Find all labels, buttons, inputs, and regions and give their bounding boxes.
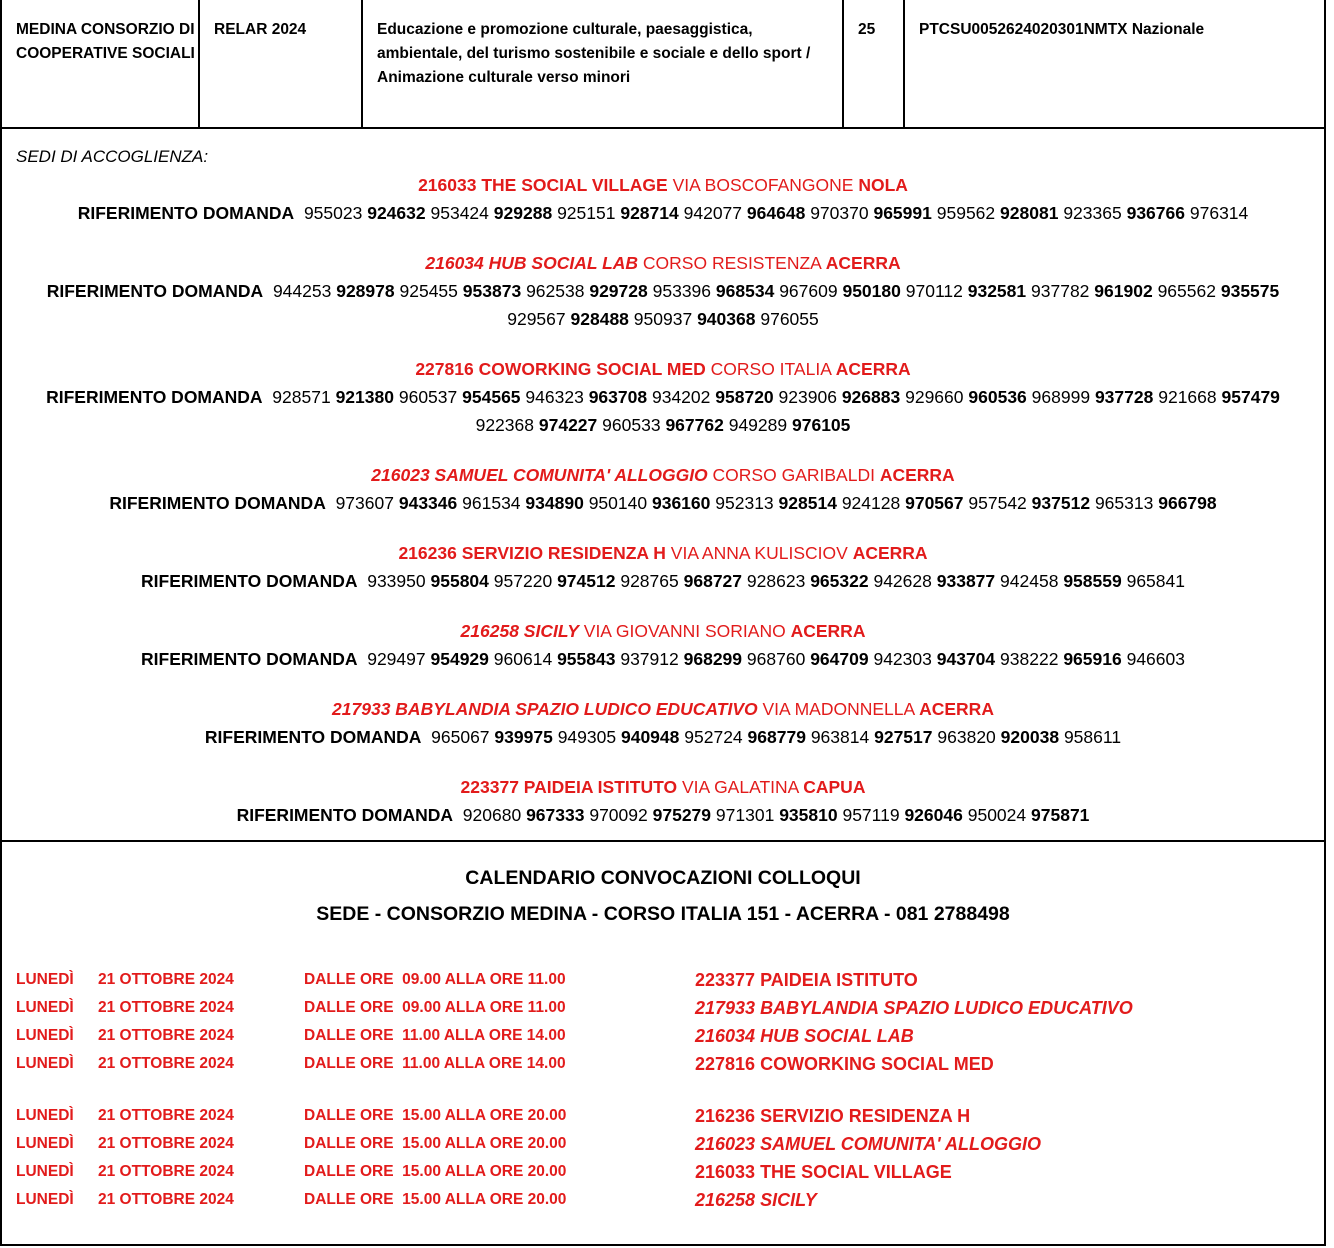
ref-number: 934202 <box>651 387 711 407</box>
site-address: VIA BOSCOFANGONE <box>672 175 854 195</box>
ref-number: 949289 <box>728 415 788 435</box>
site-title <box>2 249 1324 277</box>
site-code-name: 216258 SICILY <box>460 621 579 641</box>
site-code-name: 216034 HUB SOCIAL LAB <box>425 253 639 273</box>
calendar-day: LUNEDÌ <box>16 1107 74 1124</box>
site-city: ACERRA <box>919 699 994 719</box>
ref-number: 958611 <box>1063 727 1122 747</box>
ref-number: 966798 <box>1158 493 1217 513</box>
ref-number: 924632 <box>367 203 426 223</box>
calendar-row <box>2 966 1324 994</box>
calendar-row <box>2 1102 1324 1130</box>
ref-number: 975871 <box>1031 805 1090 825</box>
ref-number: 957542 <box>968 493 1027 513</box>
ref-number: 952313 <box>715 493 774 513</box>
site-gap <box>2 595 1324 617</box>
calendar-site: 216236 SERVIZIO RESIDENZA H <box>695 1106 971 1126</box>
header-count: 25 <box>844 0 905 127</box>
ref-number: 953424 <box>430 203 489 223</box>
calendar-site: 216258 SICILY <box>695 1190 817 1210</box>
ref-number: 950024 <box>967 805 1027 825</box>
ref-number: 949305 <box>557 727 617 747</box>
ref-number: 970567 <box>905 493 964 513</box>
site-block <box>2 539 1324 595</box>
ref-number: 928714 <box>620 203 679 223</box>
calendar-site: 216033 THE SOCIAL VILLAGE <box>695 1162 952 1182</box>
ref-number: 963708 <box>588 387 648 407</box>
ref-number: 936766 <box>1126 203 1185 223</box>
ref-label: RIFERIMENTO DOMANDA <box>204 727 422 747</box>
site-address: VIA MADONNELLA <box>762 699 915 719</box>
ref-number: 954929 <box>430 649 489 669</box>
calendar-title: CALENDARIO CONVOCAZIONI COLLOQUI <box>465 867 861 889</box>
ref-number: 922368 <box>475 415 534 435</box>
calendar-time: DALLE ORE 15.00 ALLA ORE 20.00 <box>304 1163 567 1180</box>
ref-number: 968760 <box>746 649 806 669</box>
ref-number: 965916 <box>1063 649 1122 669</box>
ref-number: 950140 <box>588 493 648 513</box>
ref-number: 974227 <box>538 415 598 435</box>
ref-number: 929497 <box>367 649 426 669</box>
ref-number: 968999 <box>1031 387 1091 407</box>
calendar-row <box>2 1050 1324 1078</box>
site-code-name: 227816 COWORKING SOCIAL MED <box>415 359 706 379</box>
calendar-section <box>2 840 1324 1214</box>
site-title <box>2 355 1324 383</box>
calendar-site: 216023 SAMUEL COMUNITA' ALLOGGIO <box>695 1134 1041 1154</box>
site-block <box>2 461 1324 517</box>
ref-number: 928081 <box>1000 203 1059 223</box>
ref-number: 976105 <box>792 415 851 435</box>
ref-number: 959562 <box>936 203 996 223</box>
site-block <box>2 355 1324 439</box>
site-title <box>2 461 1324 489</box>
ref-number: 929288 <box>493 203 553 223</box>
ref-number: 942303 <box>873 649 932 669</box>
ref-number: 934890 <box>525 493 584 513</box>
calendar-gap <box>2 1078 1324 1102</box>
calendar-day: LUNEDÌ <box>16 1191 74 1208</box>
ref-number: 928488 <box>570 309 629 329</box>
ref-number: 946603 <box>1126 649 1185 669</box>
ref-number: 950180 <box>842 281 901 301</box>
calendar-row <box>2 1186 1324 1214</box>
site-block <box>2 171 1324 227</box>
ref-number: 933950 <box>367 571 426 591</box>
ref-number: 942077 <box>683 203 743 223</box>
ref-number: 975279 <box>652 805 712 825</box>
ref-number: 961534 <box>462 493 521 513</box>
site-block <box>2 695 1324 751</box>
ref-number: 953873 <box>462 281 522 301</box>
ref-number: 925151 <box>557 203 616 223</box>
sites-list <box>2 171 1324 829</box>
ref-number: 946323 <box>525 387 584 407</box>
ref-number: 954565 <box>462 387 521 407</box>
calendar-time: DALLE ORE 11.00 ALLA ORE 14.00 <box>304 1027 566 1044</box>
header-code: PTCSU0052624020301NMTX Nazionale <box>919 21 1205 38</box>
ref-number: 963820 <box>937 727 996 747</box>
ref-number: 962538 <box>526 281 585 301</box>
ref-number: 963814 <box>810 727 870 747</box>
calendar-rows <box>2 966 1324 1214</box>
header-program: RELAR 2024 <box>200 0 363 127</box>
calendar-day: LUNEDÌ <box>16 1027 74 1044</box>
site-title <box>2 617 1324 645</box>
ref-number: 928571 <box>272 387 331 407</box>
ref-number: 964709 <box>810 649 869 669</box>
site-gap <box>2 333 1324 355</box>
ref-number: 955023 <box>303 203 363 223</box>
ref-label: RIFERIMENTO DOMANDA <box>77 203 295 223</box>
site-code-name: 223377 PAIDEIA ISTITUTO <box>460 777 678 797</box>
ref-number: 933877 <box>936 571 996 591</box>
ref-number: 936160 <box>651 493 711 513</box>
calendar-day: LUNEDÌ <box>16 1055 74 1072</box>
calendar-time: DALLE ORE 09.00 ALLA ORE 11.00 <box>304 971 566 988</box>
ref-number: 976314 <box>1189 203 1249 223</box>
site-code-name: 216023 SAMUEL COMUNITA' ALLOGGIO <box>371 465 708 485</box>
calendar-site: 223377 PAIDEIA ISTITUTO <box>695 970 918 990</box>
ref-number: 940948 <box>620 727 680 747</box>
ref-number: 944253 <box>272 281 332 301</box>
ref-number: 955843 <box>557 649 616 669</box>
ref-number: 974512 <box>557 571 616 591</box>
ref-number: 957119 <box>842 805 900 825</box>
site-code-name: 217933 BABYLANDIA SPAZIO LUDICO EDUCATIVO <box>332 699 758 719</box>
calendar-subtitle: SEDE - CONSORZIO MEDINA - CORSO ITALIA 151 - ACERRA - 081 2788498 <box>316 903 1010 925</box>
site-gap <box>2 439 1324 461</box>
site-block <box>2 617 1324 673</box>
ref-label: RIFERIMENTO DOMANDA <box>46 281 264 301</box>
ref-number: 921668 <box>1158 387 1217 407</box>
site-title <box>2 539 1324 567</box>
ref-number: 937512 <box>1031 493 1091 513</box>
ref-number: 923906 <box>778 387 837 407</box>
ref-number: 968779 <box>747 727 806 747</box>
ref-number: 960537 <box>398 387 458 407</box>
site-refs <box>2 277 1324 333</box>
ref-number: 929567 <box>507 309 566 329</box>
ref-label: RIFERIMENTO DOMANDA <box>236 805 454 825</box>
ref-number: 973607 <box>335 493 394 513</box>
calendar-site: 227816 COWORKING SOCIAL MED <box>695 1054 994 1074</box>
calendar-date: 21 OTTOBRE 2024 <box>98 1027 234 1044</box>
ref-number: 955804 <box>430 571 489 591</box>
site-refs <box>2 199 1324 227</box>
ref-number: 968534 <box>715 281 775 301</box>
ref-number: 920680 <box>462 805 522 825</box>
ref-label: RIFERIMENTO DOMANDA <box>109 493 326 513</box>
calendar-row <box>2 1130 1324 1158</box>
ref-number: 932581 <box>967 281 1027 301</box>
ref-number: 935575 <box>1220 281 1280 301</box>
site-code-name: 216033 THE SOCIAL VILLAGE <box>418 175 668 195</box>
site-address: VIA GIOVANNI SORIANO <box>583 621 786 641</box>
calendar-row <box>2 1022 1324 1050</box>
ref-number: 950937 <box>633 309 693 329</box>
ref-number: 957220 <box>493 571 553 591</box>
calendar-time: DALLE ORE 15.00 ALLA ORE 20.00 <box>304 1191 567 1208</box>
site-gap <box>2 227 1324 249</box>
ref-number: 965562 <box>1157 281 1216 301</box>
site-refs <box>2 489 1324 517</box>
site-refs <box>2 383 1324 439</box>
calendar-time: DALLE ORE 11.00 ALLA ORE 14.00 <box>304 1055 566 1072</box>
ref-number: 968299 <box>683 649 743 669</box>
calendar-site: 217933 BABYLANDIA SPAZIO LUDICO EDUCATIVO <box>695 998 1133 1018</box>
ref-number: 960533 <box>602 415 661 435</box>
sedi-label: SEDI DI ACCOGLIENZA: <box>16 147 209 166</box>
site-code-name: 216236 SERVIZIO RESIDENZA H <box>398 543 666 563</box>
ref-number: 942458 <box>1000 571 1059 591</box>
site-city: ACERRA <box>852 543 928 563</box>
calendar-time: DALLE ORE 15.00 ALLA ORE 20.00 <box>304 1135 567 1152</box>
header-table <box>2 0 1324 129</box>
ref-number: 921380 <box>335 387 394 407</box>
ref-number: 965322 <box>810 571 869 591</box>
calendar-date: 21 OTTOBRE 2024 <box>98 1191 234 1208</box>
site-city: NOLA <box>858 175 908 195</box>
ref-number: 937782 <box>1031 281 1090 301</box>
ref-number: 967609 <box>779 281 838 301</box>
site-title <box>2 171 1324 199</box>
site-city: ACERRA <box>879 465 955 485</box>
ref-number: 960614 <box>493 649 553 669</box>
calendar-site: 216034 HUB SOCIAL LAB <box>695 1026 914 1046</box>
calendar-row <box>2 994 1324 1022</box>
ref-number: 965067 <box>431 727 490 747</box>
ref-number: 939975 <box>494 727 553 747</box>
site-gap <box>2 517 1324 539</box>
ref-number: 927517 <box>874 727 933 747</box>
ref-number: 943704 <box>936 649 996 669</box>
calendar-date: 21 OTTOBRE 2024 <box>98 1107 234 1124</box>
calendar-row <box>2 1158 1324 1186</box>
ref-number: 929660 <box>905 387 964 407</box>
site-address: VIA ANNA KULISCIOV <box>670 543 848 563</box>
ref-number: 920038 <box>1000 727 1060 747</box>
calendar-time: DALLE ORE 15.00 ALLA ORE 20.00 <box>304 1107 567 1124</box>
ref-number: 953396 <box>652 281 712 301</box>
calendar-day: LUNEDÌ <box>16 1163 74 1180</box>
ref-number: 970370 <box>810 203 869 223</box>
calendar-date: 21 OTTOBRE 2024 <box>98 971 234 988</box>
site-refs <box>2 723 1324 751</box>
ref-number: 928623 <box>746 571 806 591</box>
ref-number: 965313 <box>1094 493 1154 513</box>
ref-number: 958720 <box>715 387 774 407</box>
ref-number: 952724 <box>684 727 743 747</box>
site-city: ACERRA <box>825 253 901 273</box>
ref-number: 968727 <box>683 571 743 591</box>
ref-label: RIFERIMENTO DOMANDA <box>46 387 263 407</box>
ref-number: 943346 <box>398 493 458 513</box>
header-sector: Educazione e promozione culturale, paesaggistica, ambientale, del turismo sostenibile e sociale e dello sport / Animazione culturale verso minori <box>363 0 844 127</box>
ref-number: 967762 <box>665 415 724 435</box>
ref-number: 965991 <box>873 203 932 223</box>
site-city: ACERRA <box>835 359 911 379</box>
calendar-day: LUNEDÌ <box>16 1135 74 1152</box>
site-title <box>2 773 1324 801</box>
ref-number: 964648 <box>746 203 806 223</box>
site-gap <box>2 673 1324 695</box>
ref-number: 965841 <box>1126 571 1185 591</box>
calendar-time: DALLE ORE 09.00 ALLA ORE 11.00 <box>304 999 566 1016</box>
ref-number: 928978 <box>336 281 395 301</box>
site-gap <box>2 751 1324 773</box>
ref-number: 929728 <box>589 281 648 301</box>
ref-number: 967333 <box>526 805 585 825</box>
ref-number: 928765 <box>620 571 679 591</box>
ref-number: 928514 <box>778 493 837 513</box>
ref-number: 961902 <box>1094 281 1153 301</box>
site-address: CORSO RESISTENZA <box>642 253 821 273</box>
ref-number: 925455 <box>399 281 458 301</box>
ref-number: 957479 <box>1221 387 1280 407</box>
calendar-date: 21 OTTOBRE 2024 <box>98 999 234 1016</box>
ref-number: 940368 <box>697 309 756 329</box>
ref-number: 923365 <box>1063 203 1122 223</box>
site-city: CAPUA <box>803 777 866 797</box>
site-address: VIA GALATINA <box>681 777 799 797</box>
site-refs <box>2 567 1324 595</box>
site-city: ACERRA <box>790 621 866 641</box>
calendar-date: 21 OTTOBRE 2024 <box>98 1135 234 1152</box>
ref-number: 958559 <box>1063 571 1122 591</box>
site-title <box>2 695 1324 723</box>
ref-number: 926046 <box>904 805 963 825</box>
ref-number: 971301 <box>715 805 775 825</box>
calendar-date: 21 OTTOBRE 2024 <box>98 1163 234 1180</box>
ref-number: 935810 <box>779 805 838 825</box>
site-block <box>2 249 1324 333</box>
site-refs <box>2 645 1324 673</box>
site-block <box>2 773 1324 829</box>
header-org: MEDINA CONSORZIO DI COOPERATIVE SOCIALI <box>2 0 200 127</box>
calendar-day: LUNEDÌ <box>16 999 74 1016</box>
ref-label: RIFERIMENTO DOMANDA <box>141 649 358 669</box>
ref-number: 970112 <box>905 281 963 301</box>
ref-number: 938222 <box>1000 649 1059 669</box>
ref-number: 924128 <box>841 493 901 513</box>
calendar-date: 21 OTTOBRE 2024 <box>98 1055 234 1072</box>
ref-number: 937912 <box>620 649 679 669</box>
calendar-day: LUNEDÌ <box>16 971 74 988</box>
site-refs <box>2 801 1324 829</box>
ref-number: 970092 <box>589 805 648 825</box>
ref-number: 937728 <box>1094 387 1154 407</box>
ref-number: 976055 <box>760 309 819 329</box>
site-address: CORSO GARIBALDI <box>712 465 875 485</box>
ref-number: 942628 <box>873 571 932 591</box>
ref-number: 926883 <box>841 387 901 407</box>
ref-label: RIFERIMENTO DOMANDA <box>141 571 358 591</box>
site-address: CORSO ITALIA <box>710 359 831 379</box>
ref-number: 960536 <box>968 387 1027 407</box>
